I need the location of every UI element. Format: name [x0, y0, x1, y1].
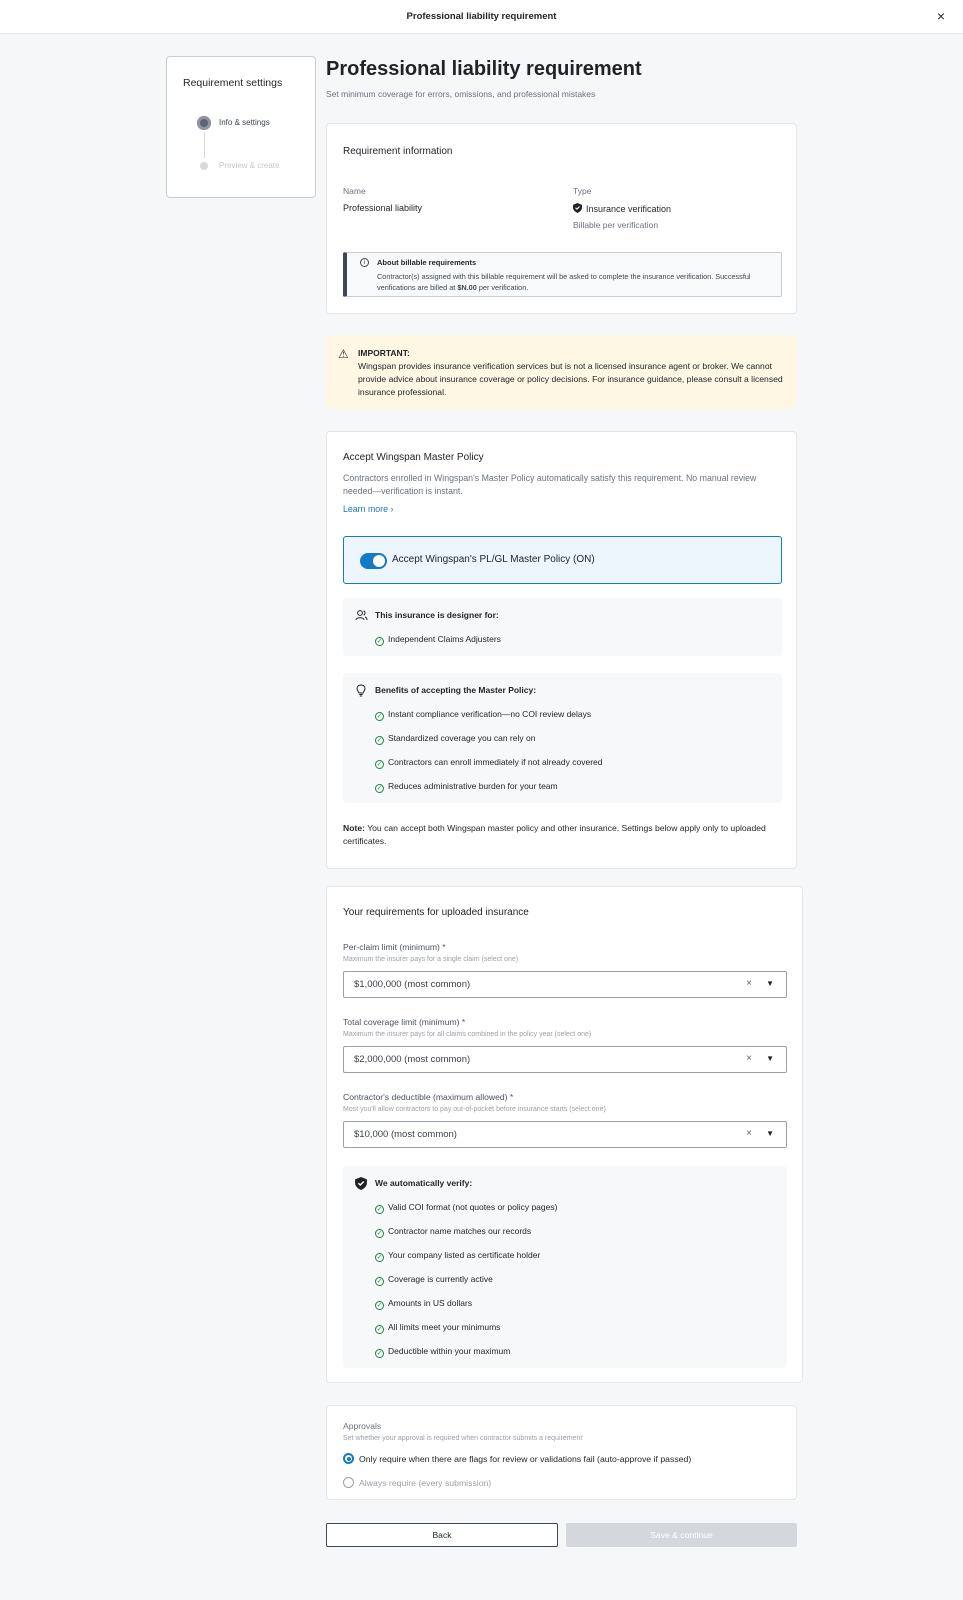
list-item: ✓ Deductible within your maximum [376, 1346, 511, 1357]
list-item: ✓ Contractors can enroll immediately if not already covered [376, 757, 603, 768]
info-icon: i [360, 258, 369, 267]
approvals-help: Set whether your approval is required when contractor submits a requirement [343, 1435, 583, 1442]
master-policy-toggle-box [343, 536, 782, 584]
billable-text: Contractor(s) assigned with this billable requirement will be asked to complete the insurance verification. Successful verifications are billed at $N.00 per verification. [377, 272, 751, 292]
chevron-down-icon[interactable]: ▼ [766, 1054, 774, 1063]
clear-icon[interactable]: × [746, 1128, 752, 1139]
page-subtitle: Set minimum coverage for errors, omissions, and professional mistakes [326, 89, 596, 99]
select-value: $10,000 (most common) [354, 1129, 457, 1140]
toggle-knob [373, 555, 385, 567]
type-note: Billable per verification [573, 220, 659, 230]
type-value: Insurance verification [573, 203, 671, 214]
important-notice [326, 335, 797, 409]
designed-for-title: This insurance is designer for: [375, 610, 499, 620]
per-claim-label: Per-claim limit (minimum) * [343, 942, 446, 952]
check-circle-icon: ✓ [376, 1278, 383, 1285]
benefits-title: Benefits of accepting the Master Policy: [375, 685, 537, 695]
deductible-label: Contractor's deductible (maximum allowed) * [343, 1092, 514, 1102]
check-circle-icon: ✓ [376, 737, 383, 744]
users-icon [355, 609, 368, 621]
list-item: ✓ Standardized coverage you can rely on [376, 733, 536, 744]
approvals-title: Approvals [343, 1421, 382, 1431]
chevron-down-icon[interactable]: ▼ [766, 1129, 774, 1138]
check-circle-icon: ✓ [376, 785, 383, 792]
chevron-right-icon: › [390, 504, 394, 514]
type-label: Type [573, 186, 592, 196]
total-coverage-select[interactable] [343, 1046, 787, 1073]
benefits-box [343, 673, 782, 803]
clear-icon[interactable]: × [746, 978, 752, 989]
shield-check-icon [355, 1177, 367, 1190]
total-coverage-help: Maximum the insurer pays for all claims combined in the policy year (select one) [343, 1031, 592, 1038]
total-coverage-label: Total coverage limit (minimum) * [343, 1017, 466, 1027]
toggle-label: Accept Wingspan's PL/GL Master Policy (ON) [392, 554, 595, 565]
check-circle-icon: ✓ [376, 713, 383, 720]
check-circle-icon: ✓ [376, 1350, 383, 1357]
radio-selected[interactable] [343, 1453, 354, 1464]
master-policy-toggle[interactable] [360, 553, 387, 569]
important-title: IMPORTANT: [358, 348, 410, 358]
clear-icon[interactable]: × [746, 1053, 752, 1064]
close-icon[interactable]: × [936, 8, 945, 24]
list-item: ✓ All limits meet your minimums [376, 1322, 501, 1333]
per-claim-select[interactable] [343, 971, 787, 998]
list-item: ✓ Amounts in US dollars [376, 1298, 473, 1309]
list-item: ✓ Valid COI format (not quotes or policy pages) [376, 1202, 558, 1213]
step-connector [204, 132, 205, 158]
check-circle-icon: ✓ [376, 761, 383, 768]
select-value: $2,000,000 (most common) [354, 1054, 471, 1065]
list-item: ✓ Contractor name matches our records [376, 1226, 532, 1237]
important-text: Wingspan provides insurance verification services but is not a licensed insurance agent or broker. We cannot provide advice about insurance coverage or policy decisions. For insurance guidance, please consult a licensed insurance professional. [358, 361, 783, 397]
save-continue-button[interactable]: Save & continue [566, 1523, 797, 1547]
uploaded-insurance-card [326, 886, 803, 1383]
billable-price: $N.00 [457, 283, 477, 292]
top-bar [0, 0, 963, 34]
back-button[interactable]: Back [326, 1523, 558, 1547]
requirement-info-card [326, 123, 797, 314]
card-title: Your requirements for uploaded insurance [343, 907, 529, 918]
approvals-card [326, 1405, 797, 1500]
per-claim-help: Maximum the insurer pays for a single claim (select one) [343, 956, 519, 963]
master-policy-note: Note: You can accept both Wingspan master policy and other insurance. Settings below apply only to uploaded certificates. [343, 823, 766, 846]
list-item: ✓ Instant compliance verification—no COI review delays [376, 709, 592, 720]
step-label: Info & settings [219, 118, 270, 127]
master-policy-card [326, 431, 797, 869]
page-title: Professional liability requirement [326, 58, 642, 80]
billable-title: About billable requirements [377, 258, 477, 267]
deductible-help: Most you'll allow contractors to pay out-of-pocket before insurance starts (select one) [343, 1106, 606, 1113]
step-active-indicator [197, 116, 211, 130]
list-item: ✓ Independent Claims Adjusters [376, 634, 501, 645]
radio-unselected[interactable] [343, 1477, 354, 1488]
name-value: Professional liability [343, 203, 423, 213]
check-circle-icon: ✓ [376, 1230, 383, 1237]
card-title: Requirement information [343, 146, 453, 157]
auto-verify-title: We automatically verify: [375, 1178, 473, 1188]
step-label: Preview & create [219, 161, 280, 170]
list-item: ✓ Reduces administrative burden for your team [376, 781, 558, 792]
master-policy-description: Contractors enrolled in Wingspan's Master Policy automatically satisfy this requirement. No manual review needed—verification is instant. [343, 473, 757, 496]
approval-option-flags[interactable]: Only require when there are flags for review or validations fail (auto-approve if passed) [343, 1453, 691, 1464]
check-circle-icon: ✓ [376, 1302, 383, 1309]
approval-option-always[interactable]: Always require (every submission) [343, 1477, 491, 1488]
stepper-title: Requirement settings [183, 77, 283, 89]
requirement-stepper [166, 56, 316, 198]
lightbulb-icon [356, 684, 366, 697]
check-circle-icon: ✓ [376, 1326, 383, 1333]
step-pending-indicator [200, 162, 208, 170]
warning-icon: ⚠ [338, 347, 349, 361]
shield-check-icon [573, 203, 582, 213]
list-item: ✓ Your company listed as certificate holder [376, 1250, 541, 1261]
check-circle-icon: ✓ [376, 638, 383, 645]
chevron-down-icon[interactable]: ▼ [766, 979, 774, 988]
list-item: ✓ Coverage is currently active [376, 1274, 493, 1285]
name-label: Name [343, 186, 366, 196]
learn-more-link[interactable]: Learn more › [343, 504, 394, 514]
card-title: Accept Wingspan Master Policy [343, 452, 484, 463]
billable-info-box [343, 252, 782, 297]
check-circle-icon: ✓ [376, 1206, 383, 1213]
designed-for-box [343, 598, 782, 656]
modal-title: Professional liability requirement [406, 11, 557, 22]
deductible-select[interactable] [343, 1121, 787, 1148]
check-circle-icon: ✓ [376, 1254, 383, 1261]
auto-verify-box [343, 1166, 787, 1368]
select-value: $1,000,000 (most common) [354, 979, 471, 990]
